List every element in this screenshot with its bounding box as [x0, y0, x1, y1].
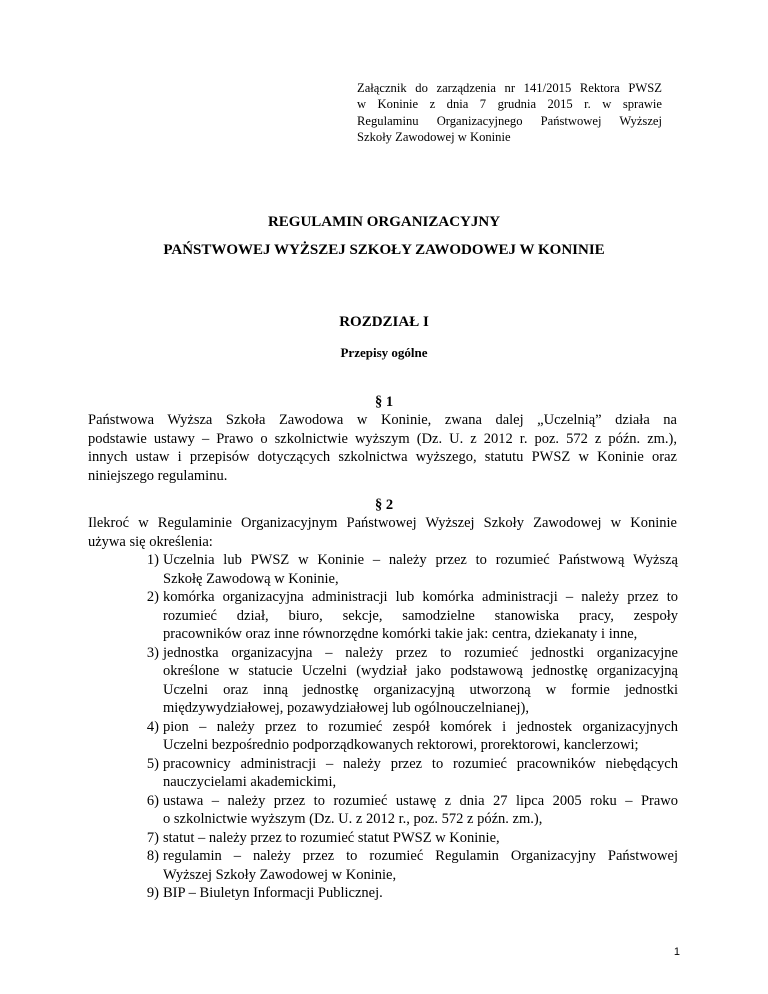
- list-item-number: 9): [146, 885, 159, 901]
- list-item: [115, 792, 678, 829]
- annex-line: Regulaminu Organizacyjnego Państwowej Wyższej: [357, 113, 662, 128]
- list-item: [115, 847, 678, 884]
- annex-line: w Koninie z dnia 7 grudnia 2015 r. w sprawie: [357, 97, 662, 112]
- list-item: [115, 644, 678, 718]
- list-item-line: jednostka organizacyjna – należy przez to rozumieć jednostki organizacyjne: [163, 644, 678, 661]
- list-item-line: Szkołę Zawodową w Koninie,: [163, 570, 339, 587]
- text-line: niniejszego regulaminu.: [88, 467, 228, 484]
- list-item-number: 6): [146, 792, 159, 809]
- page-number: 1: [673, 946, 680, 958]
- list-item-line: o szkolnictwie wyższym (Dz. U. z 2012 r., poz. 572 z późn. zm.),: [163, 811, 543, 827]
- chapter-heading: ROZDZIAŁ I: [339, 314, 429, 330]
- list-item-line: rozumieć dział, biuro, sekcje, samodzielne stanowiska pracy, zespoły: [163, 607, 678, 624]
- text-line: używa się określenia:: [88, 533, 213, 550]
- text-line: Państwowa Wyższa Szkoła Zawodowa w Koninie, zwana dalej „Uczelnią” działa na: [88, 412, 677, 428]
- list-item-number: 4): [146, 718, 159, 735]
- chapter-subheading: Przepisy ogólne: [340, 345, 428, 360]
- text-line: podstawie ustawy – Prawo o szkolnictwie wyższym (Dz. U. z 2012 r. poz. 572 z późn. zm.),: [88, 430, 677, 447]
- list-item-line: komórka organizacyjna administracji lub komórka administracji – należy przez to: [163, 589, 678, 605]
- annex-line: Szkoły Zawodowej w Koninie: [357, 129, 511, 144]
- list-item: [115, 755, 678, 792]
- list-item-number: 5): [146, 755, 159, 772]
- list-item-number: 7): [146, 829, 159, 846]
- list-item: [115, 884, 678, 903]
- annex-note: [357, 80, 662, 145]
- list-item-line: pracowników oraz inne równorzędne komórki takie jak: centra, dziekanaty i inne,: [163, 626, 638, 642]
- list-item-line: statut – należy przez to rozumieć statut PWSZ w Koninie,: [163, 829, 500, 846]
- list-item-number: 1): [146, 552, 159, 568]
- list-item: [115, 829, 678, 848]
- list-item-line: Uczelni bezpośrednio podporządkowanych rektorowi, prorektorowi, kanclerzowi;: [163, 737, 639, 753]
- section-symbol-2: § 2: [374, 497, 394, 513]
- list-item: [115, 588, 678, 644]
- definitions-list: [115, 551, 678, 903]
- list-item-line: nauczycielami akademickimi,: [163, 774, 337, 790]
- list-item-line: pion – należy przez to rozumieć zespół komórek i jednostek organizacyjnych: [163, 718, 678, 735]
- list-item-number: 8): [146, 848, 159, 864]
- list-item: [115, 718, 678, 755]
- list-item-line: Wyższej Szkoły Zawodowej w Koninie,: [163, 866, 397, 883]
- annex-line: Załącznik do zarządzenia nr 141/2015 Rektora PWSZ: [357, 81, 662, 95]
- document-title-subline: PAŃSTWOWEJ WYŻSZEJ SZKOŁY ZAWODOWEJ W KONINIE: [163, 242, 605, 258]
- text-line: Ilekroć w Regulaminie Organizacyjnym Państwowej Wyższej Szkoły Zawodowej w Koninie: [88, 515, 677, 531]
- list-item-number: 2): [146, 589, 159, 605]
- list-item-line: określone w statucie Uczelni (wydział jako podstawową jednostkę organizacyjną: [163, 663, 678, 679]
- list-item-line: Uczelni oraz inną jednostkę organizacyjną utworzoną w formie jednostki: [163, 681, 678, 698]
- list-item-number: 3): [146, 644, 159, 661]
- list-item-line: pracownicy administracji – należy przez to rozumieć pracowników niebędących: [163, 755, 678, 772]
- list-item-line: regulamin – należy przez to rozumieć Regulamin Organizacyjny Państwowej: [163, 848, 678, 864]
- text-line: innych ustaw i przepisów dotyczących szkolnictwa wyższego, statutu PWSZ w Koninie oraz: [88, 449, 677, 465]
- section-symbol-1: § 1: [374, 394, 394, 410]
- list-item: [115, 551, 678, 588]
- section-1-text: [88, 411, 677, 485]
- list-item-line: Uczelnia lub PWSZ w Koninie – należy przez to rozumieć Państwową Wyższą: [163, 552, 678, 568]
- list-item-line: BIP – Biuletyn Informacji Publicznej.: [163, 885, 383, 901]
- list-item-line: ustawa – należy przez to rozumieć ustawę z dnia 27 lipca 2005 roku – Prawo: [163, 792, 678, 809]
- document-title: REGULAMIN ORGANIZACYJNY: [267, 214, 501, 230]
- list-item-line: międzywydziałowej, pozawydziałowej lub ogólnouczelnianej),: [163, 700, 529, 716]
- section-2-intro: [88, 514, 677, 551]
